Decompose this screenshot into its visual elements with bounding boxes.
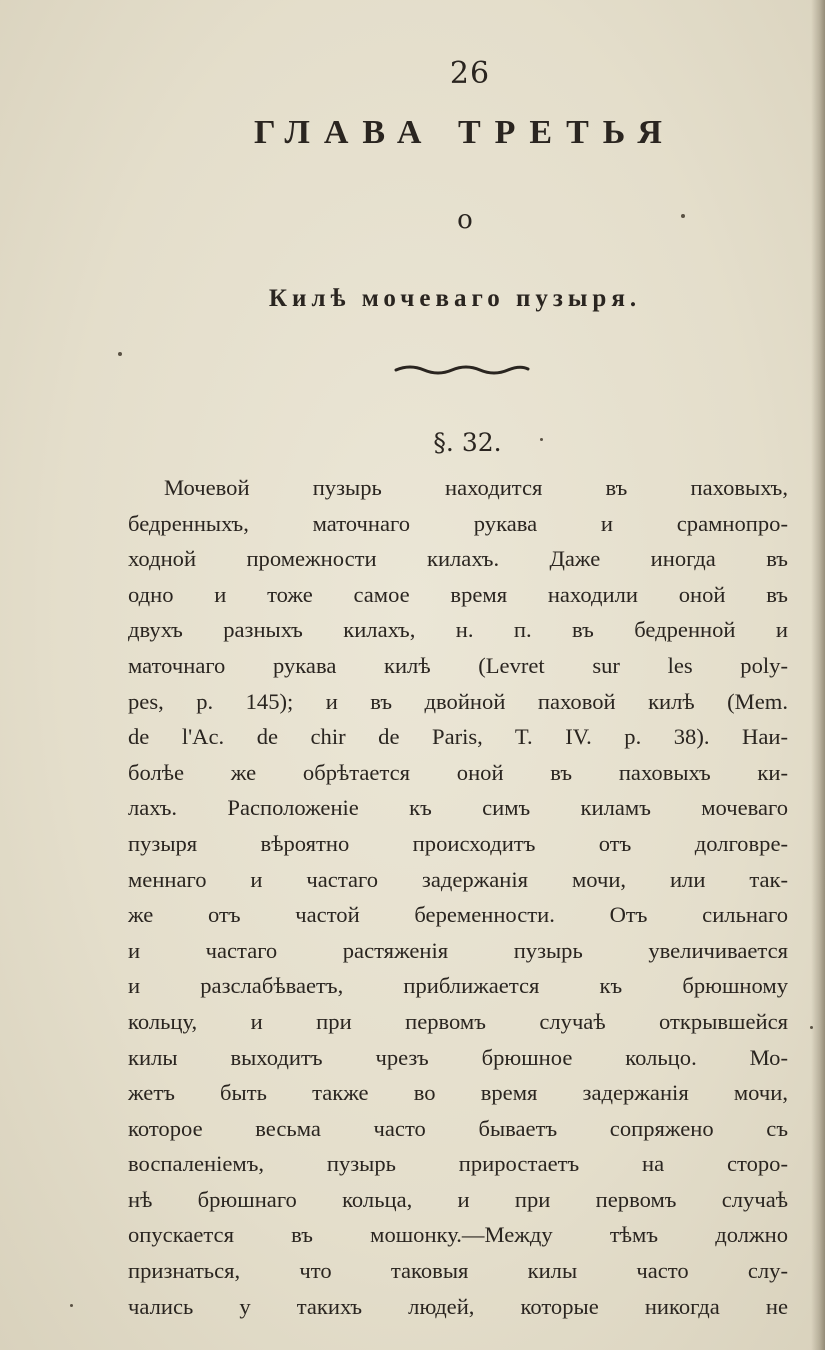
text-line: двухъ разныхъ килахъ, н. п. въ бедренной и — [128, 617, 788, 643]
title-connector: о — [457, 205, 473, 235]
section-number: §. 32. — [433, 428, 502, 457]
text-line: же отъ частой беременности. Отъ сильнаго — [128, 902, 788, 928]
text-line: лахъ. Расположенiе къ симъ киламъ мочеваго — [128, 795, 788, 821]
text-line: pes, p. 145); и въ двойной паховой килѣ (Mem. — [128, 688, 788, 714]
text-line: de l'Ac. de chir de Paris, T. IV. p. 38). Наи- — [128, 724, 788, 750]
paper-speck — [70, 1304, 73, 1307]
text-line: и разслабѣваетъ, приближается къ брюшному — [128, 973, 788, 999]
text-line: нѣ брюшнаго кольца, и при первомъ случаѣ — [128, 1186, 788, 1212]
text-line: болѣе же обрѣтается оной въ паховыхъ ки- — [128, 759, 788, 785]
text-line: и частаго растяженiя пузырь увеличивается — [128, 937, 788, 963]
page-number: 26 — [449, 56, 491, 91]
paper-speck — [810, 1026, 813, 1029]
text-line: бедренныхъ, маточнаго рукава и срамнопро- — [128, 510, 788, 536]
text-line: чались у такихъ людей, которые никогда не — [128, 1293, 788, 1319]
ornament-divider — [392, 362, 532, 376]
text-line: которое весьма часто бываетъ сопряжено съ — [128, 1115, 788, 1141]
text-line: Мочевой пузырь находится въ паховыхъ, — [164, 475, 788, 500]
paper-speck — [540, 438, 543, 441]
text-line: маточнаго рукава килѣ (Levret sur les poly- — [128, 652, 788, 678]
text-line: ходной промежности килахъ. Даже иногда въ — [128, 546, 788, 572]
text-line: признаться, что таковыя килы часто слу- — [128, 1258, 788, 1284]
paper-speck — [681, 214, 685, 218]
text-line: кольцу, и при первомъ случаѣ открывшейся — [128, 1008, 788, 1034]
text-line: жетъ быть также во время задержанiя мочи, — [128, 1080, 788, 1106]
text-line: одно и тоже самое время находили оной въ — [128, 581, 788, 607]
text-line: меннаго и частаго задержанiя мочи, или так- — [128, 866, 788, 892]
text-line: воспаленiемъ, пузырь приростаетъ на сторо- — [128, 1151, 788, 1177]
text-line: килы выходитъ чрезъ брюшное кольцо. Мо- — [128, 1044, 788, 1070]
chapter-subject: Килѣ мочеваго пузыря. — [268, 285, 642, 312]
chapter-title: ГЛАВА ТРЕТЬЯ — [253, 114, 676, 151]
text-line: опускается въ мошонку.—Между тѣмъ должно — [128, 1222, 788, 1248]
page-edge-shadow — [811, 0, 825, 1350]
paper-speck — [118, 352, 122, 356]
text-line: пузыря вѣроятно происходитъ отъ долговре- — [128, 830, 788, 856]
body-paragraph — [128, 470, 788, 1324]
